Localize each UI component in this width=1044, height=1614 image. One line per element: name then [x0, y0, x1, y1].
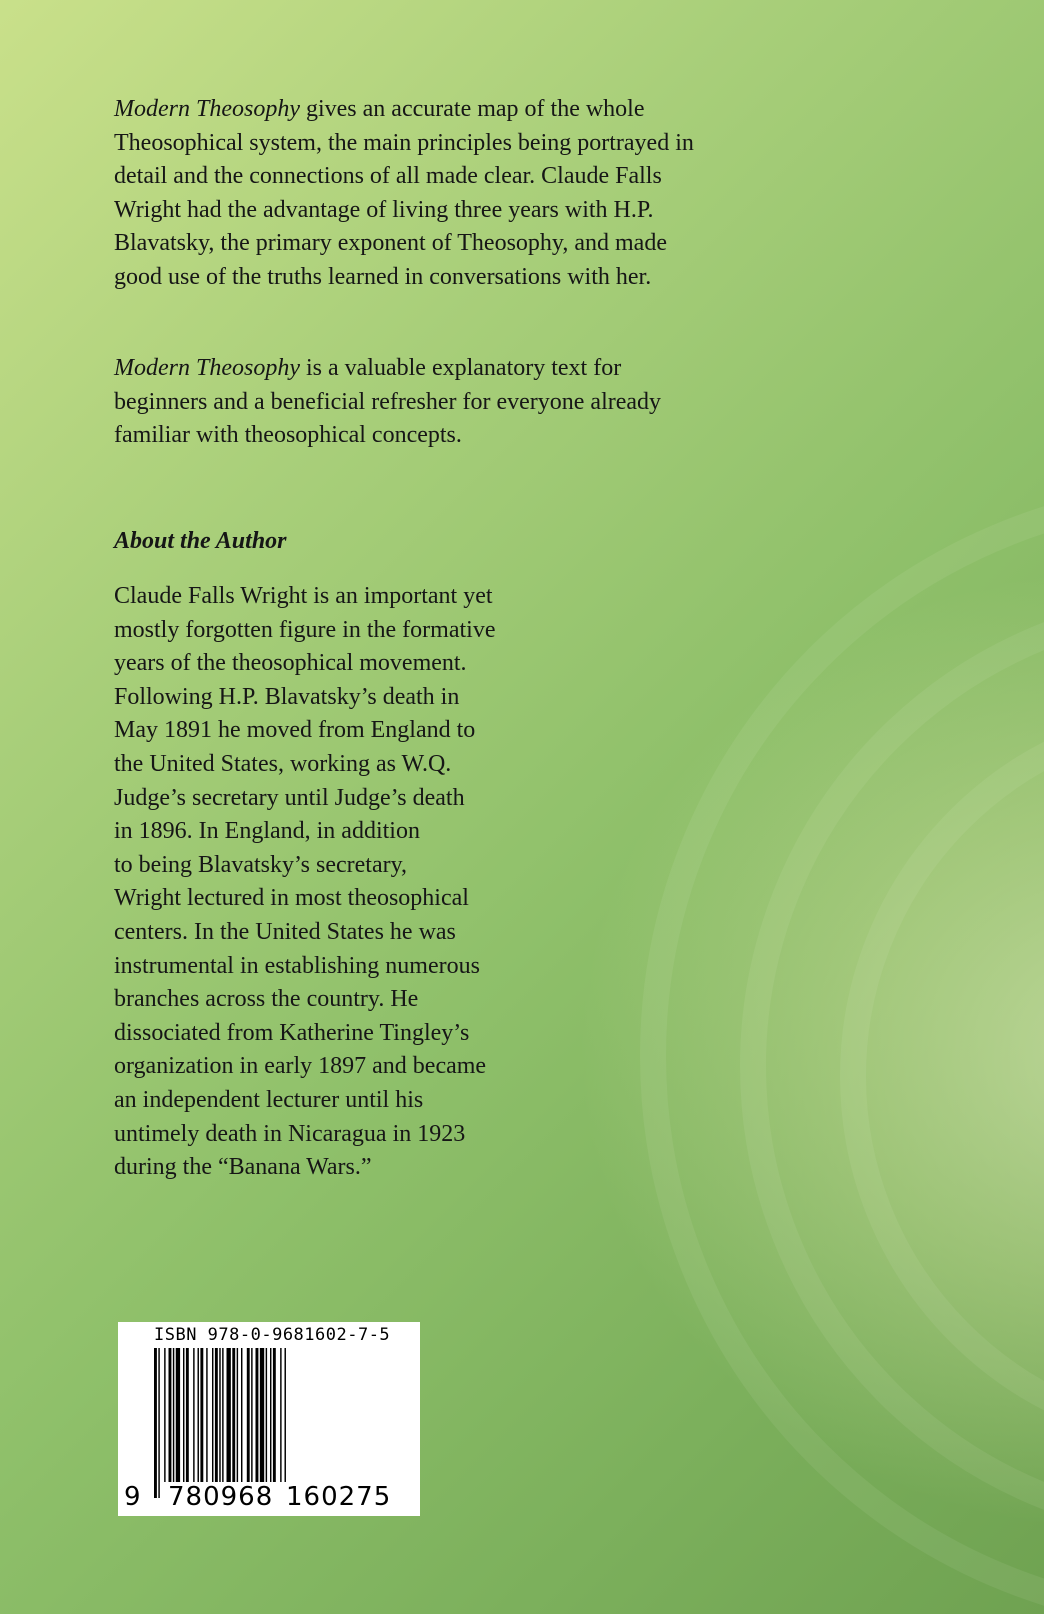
barcode-bar: [270, 1348, 271, 1482]
barcode-bar: [154, 1348, 157, 1498]
barcode-bar: [206, 1348, 207, 1482]
blurb-paragraph-2: [114, 352, 714, 453]
bio-line: to being Blavatsky’s secretary,: [114, 851, 408, 878]
barcode-bar: [198, 1348, 199, 1482]
bio-line: Wright lectured in most theosophical: [114, 885, 469, 912]
author-bio: [114, 580, 554, 1185]
barcode-bar: [256, 1348, 259, 1482]
barcode-bar: [241, 1348, 242, 1482]
bio-line: the United States, working as W.Q.: [114, 750, 452, 777]
bio-line: instrumental in establishing numerous: [114, 952, 480, 979]
barcode-bar: [227, 1348, 231, 1482]
bio-line: untimely death in Nicaragua in 1923: [114, 1120, 466, 1147]
barcode-bar: [183, 1348, 184, 1482]
bio-line: in 1896. In England, in addition: [114, 818, 420, 845]
barcode-bar: [251, 1348, 252, 1482]
barcode-bar: [164, 1348, 165, 1482]
barcode-bar: [193, 1348, 194, 1482]
barcode-bar: [212, 1348, 213, 1482]
book-title-italic: Modern Theosophy: [114, 355, 300, 381]
barcode-bar: [169, 1348, 172, 1482]
barcode-bar: [247, 1348, 250, 1482]
barcode-bar: [232, 1348, 235, 1482]
barcode-digit-first: 9: [124, 1482, 141, 1512]
bio-line: centers. In the United States he was: [114, 918, 456, 945]
barcode-bar: [219, 1348, 220, 1482]
bio-line: an independent lecturer until his: [114, 1086, 424, 1113]
blurb-text: is a valuable explanatory text for beginners and a beneficial refresher for everyone already familiar with theosophical concepts.: [114, 355, 662, 448]
barcode-bar: [176, 1348, 180, 1482]
barcode-bar: [266, 1348, 267, 1482]
bio-line: branches across the country. He: [114, 986, 419, 1013]
isbn-barcode: [118, 1322, 420, 1516]
barcode-bar: [273, 1348, 276, 1482]
bio-line: during the “Banana Wars.”: [114, 1154, 372, 1181]
bio-line: May 1891 he moved from England to: [114, 717, 476, 744]
barcode-bar: [158, 1348, 159, 1498]
barcode-bar: [186, 1348, 189, 1482]
barcode-bar: [260, 1348, 264, 1482]
barcode-bar: [215, 1348, 218, 1482]
book-title-italic: Modern Theosophy: [114, 96, 300, 122]
barcode-bar: [173, 1348, 174, 1482]
blurb-paragraph-1: [114, 93, 714, 294]
bio-line: Judge’s secretary until Judge’s death: [114, 784, 465, 811]
barcode-digits-left: 780968: [168, 1482, 274, 1512]
barcode-bars: [154, 1348, 402, 1498]
bio-line: mostly forgotten figure in the formative: [114, 616, 496, 643]
bio-line: Claude Falls Wright is an important yet: [114, 583, 493, 609]
blurb-text: gives an accurate map of the whole Theosophical system, the main principles being portrayed in detail and the connections of all made clear. Claude Falls Wright had the advantage of living three years with H.P. Blavatsky, the primary exponent of Theosophy, and made good use of the truths learned in conversations with her.: [114, 96, 694, 290]
barcode-bar: [200, 1348, 203, 1482]
bio-line: dissociated from Katherine Tingley’s: [114, 1019, 470, 1046]
barcode-bar: [285, 1348, 286, 1482]
bio-line: organization in early 1897 and became: [114, 1053, 487, 1080]
barcode-bar: [280, 1348, 281, 1482]
about-author-heading: About the Author: [114, 528, 287, 554]
barcode-bar: [222, 1348, 223, 1482]
bio-line: Following H.P. Blavatsky’s death in: [114, 683, 460, 710]
isbn-label: ISBN 978-0-9681602-7-5: [154, 1325, 391, 1345]
barcode-digits-right: 160275: [286, 1482, 392, 1512]
bio-line: years of the theosophical movement.: [114, 650, 467, 677]
barcode-bar: [237, 1348, 238, 1482]
